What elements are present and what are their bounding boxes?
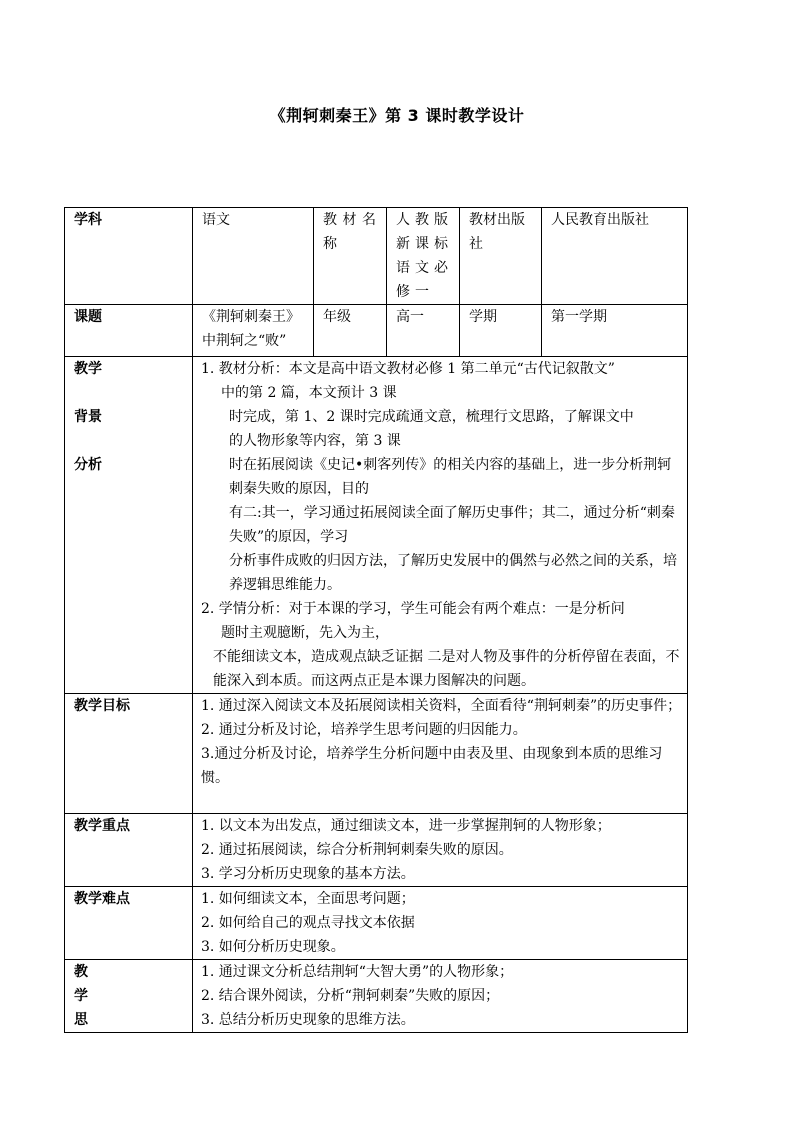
background-line-part: 二是对人物及事件的分析停留在表面，不能深入到本质。而这两点正是本课力图解决的问题。 (213, 649, 680, 689)
background-line (201, 645, 682, 693)
difficulties-label: 教学难点 (65, 887, 193, 960)
background-label-part: 背景 (74, 409, 102, 425)
semester-label: 学期 (460, 305, 542, 357)
background-line: 时在拓展阅读《史记•刺客列传》的相关内容的基础上，进一步分析荆轲刺秦失败的原因，目的 (229, 457, 672, 497)
background-line: 的人物形象等内容，第 3 课 (229, 433, 401, 449)
semester-value: 第一学期 (542, 305, 688, 357)
table-row (65, 208, 688, 305)
background-line-part: 不能细读文本，造成观点缺乏证据 (213, 649, 423, 665)
ideas-label-part: 学 (74, 988, 88, 1004)
goals-label: 教学目标 (65, 694, 193, 814)
background-label-part: 分析 (74, 457, 102, 473)
background-label (65, 357, 193, 694)
ideas-content (193, 960, 688, 1033)
ideas-label-part: 思 (74, 1012, 88, 1028)
page-title: 《荆轲刺秦王》第 3 课时教学设计 (269, 106, 525, 125)
topic-value: 《荆轲刺秦王》中荆轲之“败” (193, 305, 314, 357)
difficulties-content (193, 887, 688, 960)
background-line: 中的第 2 篇，本文预计 3 课 (221, 385, 397, 401)
key-point-item: 3. 学习分析历史现象的基本方法。 (201, 866, 415, 882)
difficulty-item: 3. 如何分析历史现象。 (201, 939, 345, 955)
idea-item: 3. 总结分析历史现象的思维方法。 (201, 1012, 415, 1028)
grade-value: 高一 (387, 305, 460, 357)
publisher-label: 教材出版社 (460, 208, 542, 305)
grade-label: 年级 (314, 305, 387, 357)
difficulty-item: 2. 如何给自己的观点寻找文本依据 (201, 915, 415, 931)
table-row (65, 305, 688, 357)
textbook-name-value: 人教版新课标语文必修一 (387, 208, 460, 305)
table-row (65, 814, 688, 887)
table-row (65, 694, 688, 814)
ideas-label-part: 教 (74, 964, 88, 980)
subject-value: 语文 (193, 208, 314, 305)
lesson-plan-table (64, 207, 688, 1033)
key-points-label: 教学重点 (65, 814, 193, 887)
idea-item: 1. 通过课文分析总结荆轲“大智大勇”的人物形象； (201, 964, 514, 980)
difficulty-item: 1. 如何细读文本，全面思考问题； (201, 891, 415, 907)
subject-label: 学科 (65, 208, 193, 305)
background-line: 时完成，第 1、2 课时完成疏通文意，梳理行文思路，了解课文中 (229, 409, 634, 425)
table-row (65, 887, 688, 960)
key-point-item: 1. 以文本为出发点，通过细读文本，进一步掌握荆轲的人物形象； (201, 818, 611, 834)
goal-item: 3.通过分析及讨论，培养学生分析问题中由表及里、由现象到本质的思维习惯。 (201, 746, 663, 786)
idea-item: 2. 结合课外阅读，分析“荆轲刺秦”失败的原因； (201, 988, 500, 1004)
goal-item: 1. 通过深入阅读文本及拓展阅读相关资料，全面看待“荆轲刺秦”的历史事件； (201, 698, 682, 714)
table-row (65, 960, 688, 1033)
background-line: 1. 教材分析：本文是高中语文教材必修 1 第二单元“古代记叙散文” (201, 361, 615, 377)
background-line: 题时主观臆断，先入为主， (221, 625, 389, 641)
key-points-content (193, 814, 688, 887)
publisher-value: 人民教育出版社 (542, 208, 688, 305)
background-line: 2. 学情分析：对于本课的学习，学生可能会有两个难点：一是分析问 (201, 601, 625, 617)
textbook-name-label: 教材名称 (314, 208, 387, 305)
ideas-label (65, 960, 193, 1033)
background-content (193, 357, 688, 694)
goal-item: 2. 通过分析及讨论，培养学生思考问题的归因能力。 (201, 722, 527, 738)
goals-content (193, 694, 688, 814)
background-label-part: 教学 (74, 361, 102, 377)
background-line: 有二:其一，学习通过拓展阅读全面了解历史事件；其二，通过分析“刺秦失败”的原因，学习 (229, 505, 675, 545)
key-point-item: 2. 通过拓展阅读，综合分析荆轲刺秦失败的原因。 (201, 842, 513, 858)
background-line: 分析事件成败的归因方法，了解历史发展中的偶然与必然之间的关系，培养逻辑思维能力。 (229, 553, 677, 593)
table-row (65, 357, 688, 694)
topic-label: 课题 (65, 305, 193, 357)
